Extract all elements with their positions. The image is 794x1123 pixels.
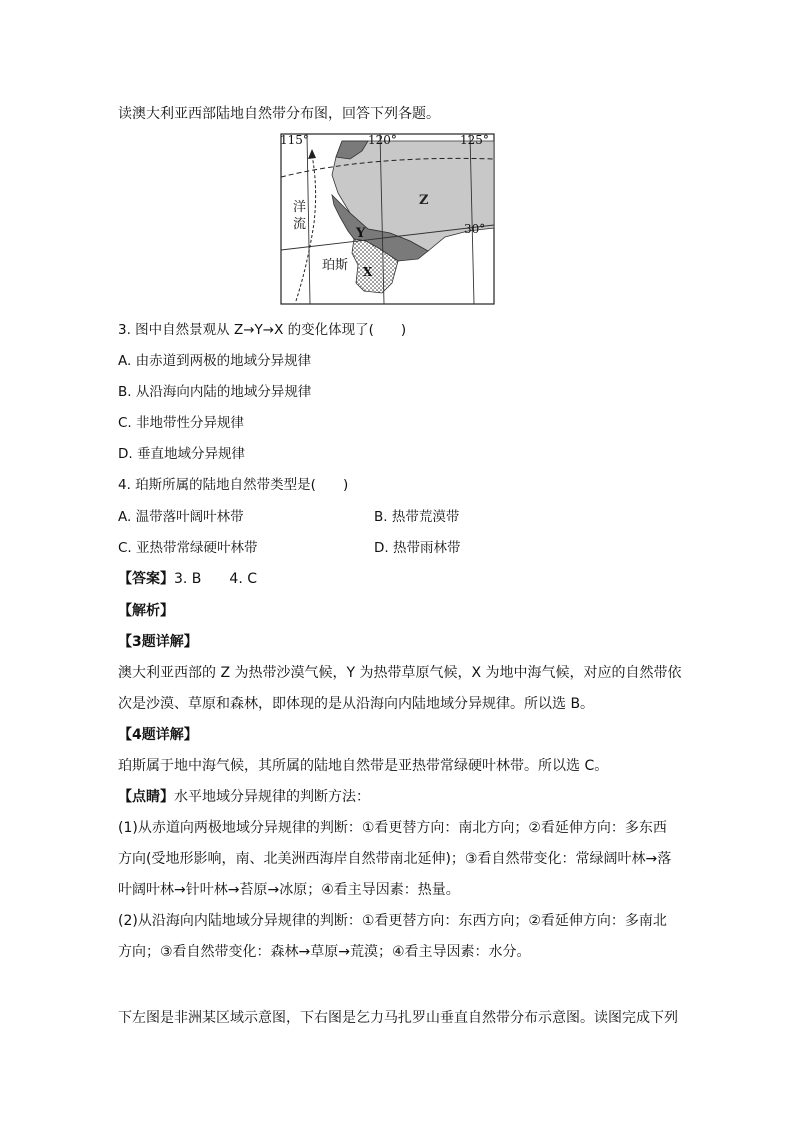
intro-text: 读澳大利亚西部陆地自然带分布图，回答下列各题。 [118, 106, 440, 122]
detail4-tag: 【4题详解】 [118, 727, 198, 743]
tips-line [118, 787, 370, 807]
tips-p1-line3: 叶阔叶林→针叶林→苔原→冰原；④看主导因素：热量。 [118, 882, 460, 898]
detail3-line1: 澳大利亚西部的 Z 为热带沙漠气候，Y 为热带草原气候，X 为地中海气候，对应的自然带依 [118, 665, 682, 681]
detail3-tag: 【3题详解】 [118, 634, 198, 650]
lat-label-30: 30° [464, 222, 486, 236]
detail4-line1: 珀斯属于地中海气候，其所属的陆地自然带是亚热带常绿硬叶林带。所以选 C。 [118, 758, 609, 774]
zone-y-label: Y [356, 226, 366, 241]
lon-label-115: 115° [280, 133, 309, 147]
current-label-1: 洋 [293, 200, 307, 215]
next-question-intro: 下左图是非洲某区域示意图，下右图是乞力马扎罗山垂直自然带分布示意图。读图完成下列 [118, 1010, 678, 1026]
tips-p2-line2: 方向；③看自然带变化：森林→草原→荒漠；④看主导因素：水分。 [118, 944, 531, 960]
q4-option-b: B. 热带荒漠带 [374, 509, 460, 525]
q3-option-d: D. 垂直地域分异规律 [118, 446, 245, 462]
lon-label-120: 120° [368, 133, 397, 147]
detail3-line2: 次是沙漠、草原和森林，即体现的是从沿海向内陆地域分异规律。所以选 B。 [118, 696, 595, 712]
tips-title: 水平地域分异规律的判断方法： [174, 789, 370, 805]
q4-option-a: A. 温带落叶阔叶林带 [118, 509, 244, 525]
answer-line [118, 569, 257, 589]
western-australia-natural-zone-map [280, 133, 495, 305]
answer-tag: 【答案】 [118, 571, 174, 587]
q4-stem: 4. 珀斯所属的陆地自然带类型是( ) [118, 477, 349, 493]
q3-option-b: B. 从沿海向内陆的地域分异规律 [118, 384, 312, 400]
tips-p1-line2: 方向(受地形影响，南、北美洲西海岸自然带南北延伸)；③看自然带变化：常绿阔叶林→落 [118, 851, 672, 867]
answer-text: 3. B 4. C [174, 571, 257, 587]
q4-option-c: C. 亚热带常绿硬叶林带 [118, 540, 258, 556]
analysis-tag: 【解析】 [118, 603, 174, 619]
zone-x-label: X [363, 265, 373, 279]
current-label-2: 流 [293, 217, 307, 232]
q3-option-c: C. 非地带性分异规律 [118, 415, 245, 431]
q3-option-a: A. 由赤道到两极的地域分异规律 [118, 353, 312, 369]
tips-p1-line1: (1)从赤道向两极地域分异规律的判断：①看更替方向：南北方向；②看延伸方向：多东西 [118, 820, 667, 836]
q3-stem: 3. 图中自然景观从 Z→Y→X 的变化体现了( ) [118, 322, 407, 338]
tips-tag: 【点睛】 [118, 789, 174, 805]
q4-option-d: D. 热带雨林带 [374, 540, 461, 556]
lon-label-125: 125° [460, 133, 489, 147]
tips-p2-line1: (2)从沿海向内陆地域分异规律的判断：①看更替方向：东西方向；②看延伸方向：多南北 [118, 913, 667, 929]
zone-z-label: Z [419, 193, 429, 208]
city-label-perth: 珀斯 [322, 258, 349, 273]
